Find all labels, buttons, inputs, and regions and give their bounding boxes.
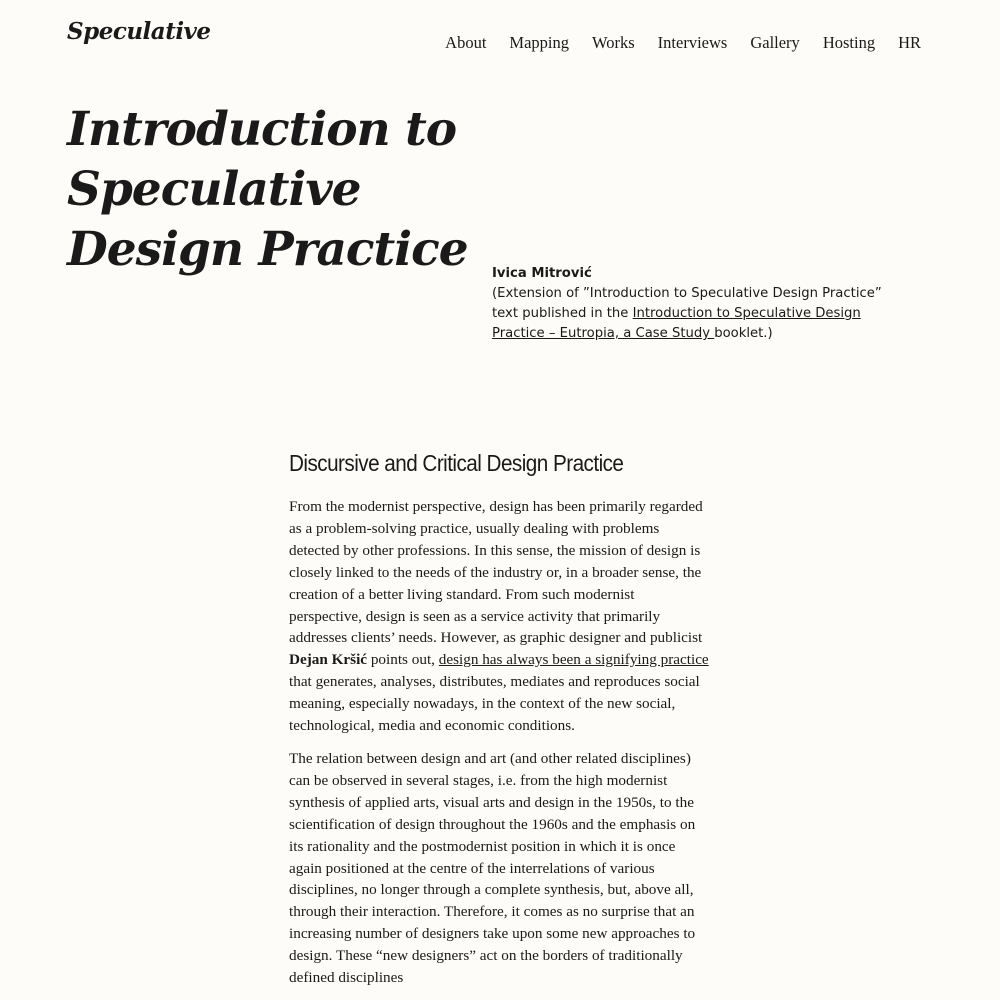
byline [492,264,892,344]
paragraph-2: The relation between design and art (and other related disciplines) can be observed in several stages, i.e. from the high modernist synthesis of applied arts, visual arts and design in the 1950s, to the scientification of design throughout the 1960s and the emphasis on its rationality and the postmodernist position in which it is once again positioned at the centre of the interrelations of various disciplines, no longer through a complete synthesis, but, above all, through their interaction. Therefore, it comes as no surprise that an increasing number of designers take upon some new approaches to design. These “new designers” act on the borders of traditionally defined disciplines [289,749,696,987]
section-heading: Discursive and Critical Design Practice [289,450,624,476]
article-body [289,446,709,1000]
paragraph-1-end: that generates, analyses, distributes, mediates and reproduces social meaning, especially nowadays, in the context of the new social, technological, media and economic conditions. [289,673,700,735]
byline-note-suffix: booklet.) [714,326,773,341]
nav-item-works[interactable]: Works [592,33,635,52]
paragraph-1-start: From the modernist perspective, design has been primarily regarded as a problem-solving practice, usually dealing with problems detected by other professions. In this sense, the mission of design is closely linked to the needs of the industry or, in a broader sense, the creation of a better living standard. From such modernist perspective, design is seen as a service activity that primarily addresses clients’ needs. However, as graphic designer and publicist [289,498,703,647]
nav-item-hr[interactable]: HR [898,33,921,52]
nav-item-hosting[interactable]: Hosting [822,33,876,52]
paragraph-1 [289,496,709,737]
nav-item-mapping[interactable]: Mapping [509,33,569,52]
person-name: Dejan Kršić [289,651,368,669]
booklet-link[interactable]: Introduction to Speculative Design Practice – Eutropia, a Case Study [492,306,861,341]
author-name: Ivica Mitrović [492,266,592,281]
signifying-practice-link[interactable]: design has always been a signifying practice [438,651,709,669]
byline-note-prefix: (Extension of ”Introduction to Speculative Design Practice” text published in the [492,286,882,321]
nav-item-gallery[interactable]: Gallery [750,33,800,52]
nav-item-about[interactable]: About [445,33,487,52]
site-logo[interactable]: Speculative [67,18,211,45]
paragraph-1-mid: points out, [367,651,439,669]
nav-item-interviews[interactable]: Interviews [657,33,728,52]
main-nav [422,33,921,53]
page-title: Introduction to Speculative Design Practice [67,102,468,277]
